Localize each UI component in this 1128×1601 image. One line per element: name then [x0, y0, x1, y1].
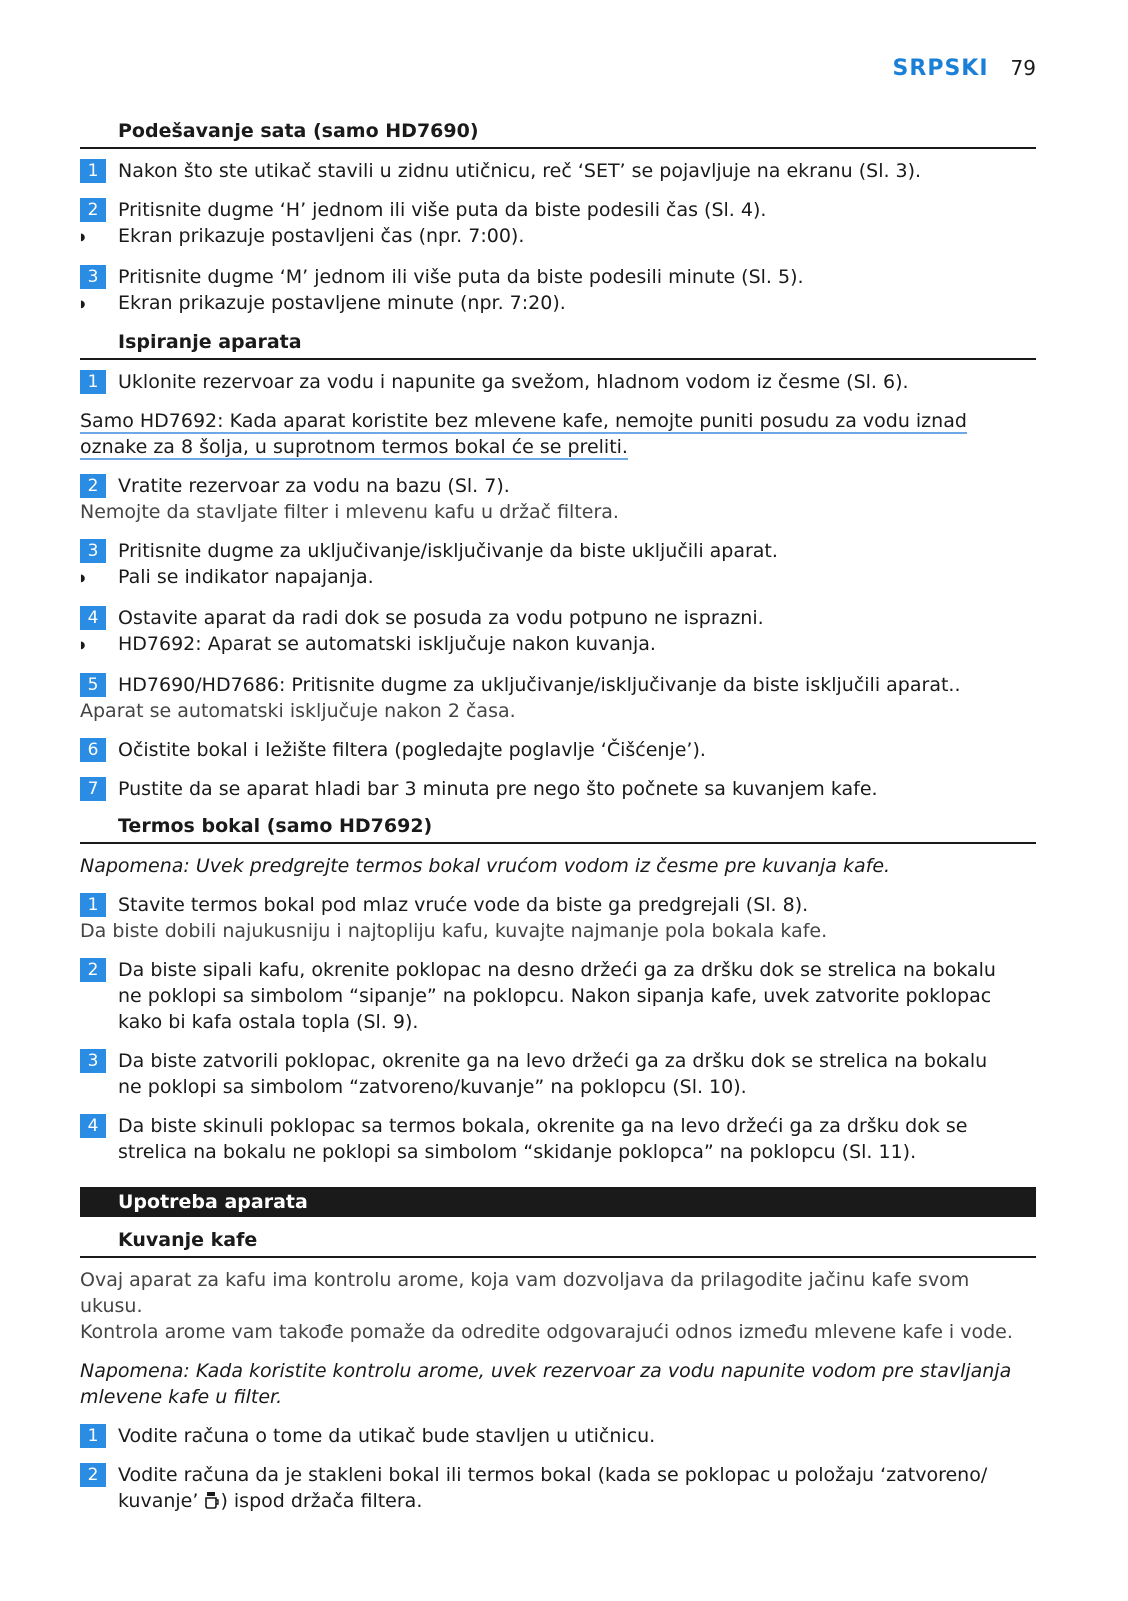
warning-line: Samo HD7692: Kada aparat koristite bez mlevene kafe, nemojte puniti posudu za vodu iznad: [80, 410, 967, 432]
subheading-thermos: Termos bokal (samo HD7692): [80, 815, 1036, 844]
note-line: mlevene kafe u filter.: [80, 1386, 283, 1408]
result-arrow-icon: ◗: [80, 640, 86, 651]
tip-text: Aparat se automatski isključuje nakon 2 časa.: [80, 700, 516, 722]
step-text: Pritisnite dugme za uključivanje/isključivanje da biste uključili aparat.: [118, 540, 778, 562]
result-line: [80, 223, 1036, 251]
step-item: [80, 197, 1036, 223]
step-item: [80, 264, 1036, 290]
note-line: Napomena: Kada koristite kontrolu arome, uvek rezervoar za vodu napunite vodom pre stavljanja: [80, 1360, 1012, 1382]
result-line: [80, 631, 1036, 659]
step-number: 6: [80, 738, 106, 762]
step-number: 1: [80, 159, 106, 183]
step-text: Očistite bokal i ležište filtera (pogledajte poglavlje ‘Čišćenje’).: [118, 739, 706, 761]
result-text: Ekran prikazuje postavljeni čas (npr. 7:00).: [118, 225, 525, 247]
step-text: Pritisnite dugme ‘H’ jednom ili više puta da biste podesili čas (Sl. 4).: [118, 199, 767, 221]
step-text: Pustite da se aparat hladi bar 3 minuta pre nego što počnete sa kuvanjem kafe.: [118, 778, 878, 800]
warning-block: [80, 408, 1036, 460]
step-text: [118, 1048, 1036, 1100]
step-item: [80, 1423, 1036, 1449]
step-number: 4: [80, 606, 106, 630]
step-item: [80, 1462, 1036, 1514]
step-item: [80, 737, 1036, 763]
step-line: kuvanje’: [118, 1490, 199, 1512]
step-line: kako bi kafa ostala topla (Sl. 9).: [118, 1011, 419, 1033]
step-number: 2: [80, 198, 106, 222]
step-text: [118, 1113, 1036, 1165]
step-item: [80, 605, 1036, 631]
step-item: [80, 957, 1036, 1035]
tip-text: Da biste dobili najukusniju i najtopliju kafu, kuvajte najmanje pola bokala kafe.: [80, 920, 828, 942]
step-number: 4: [80, 1114, 106, 1138]
step-text: Nakon što ste utikač stavili u zidnu utičnicu, reč ‘SET’ se pojavljuje na ekranu (Sl. 3).: [118, 160, 922, 182]
subheading-rinse: Ispiranje aparata: [80, 331, 1036, 360]
step-text: Stavite termos bokal pod mlaz vruće vode da biste ga predgrejali (Sl. 8).: [118, 894, 809, 916]
intro-text: [80, 1267, 1036, 1345]
step-number: 1: [80, 370, 106, 394]
step-item: [80, 158, 1036, 184]
step-text: HD7690/HD7686: Pritisnite dugme za uključivanje/isključivanje da biste isključili aparat..: [118, 674, 961, 696]
step-number: 3: [80, 539, 106, 563]
step-text: [118, 957, 1036, 1035]
step-number: 3: [80, 265, 106, 289]
step-item: [80, 538, 1036, 564]
step-line: ne poklopi sa simbolom “sipanje” na poklopcu. Nakon sipanja kafe, uvek zatvorite poklopac: [118, 985, 992, 1007]
note-text: [80, 1358, 1036, 1410]
intro-line: Kontrola arome vam takođe pomaže da odredite odgovarajući odnos između mlevene kafe i vode.: [80, 1321, 1013, 1343]
page-number: 79: [1010, 56, 1036, 80]
warning-line: oznake za 8 šolja, u suprotnom termos bokal će se preliti.: [80, 436, 628, 458]
step-item: [80, 1048, 1036, 1100]
step-text: Vratite rezervoar za vodu na bazu (Sl. 7).: [118, 475, 510, 497]
step-number: 2: [80, 958, 106, 982]
result-line: [80, 290, 1036, 318]
step-line: Da biste sipali kafu, okrenite poklopac na desno držeći ga za dršku dok se strelica na bokalu: [118, 959, 996, 981]
result-arrow-icon: ◗: [80, 573, 86, 584]
step-line: ne poklopi sa simbolom “zatvoreno/kuvanje” na poklopcu (Sl. 10).: [118, 1076, 747, 1098]
step-item: [80, 1113, 1036, 1165]
intro-line: Ovaj aparat za kafu ima kontrolu arome, koja vam dozvoljava da prilagodite jačinu kafe svom ukusu.: [80, 1269, 970, 1317]
note-text: Napomena: Uvek predgrejte termos bokal vrućom vodom iz česme pre kuvanja kafe.: [80, 855, 891, 877]
subheading-brewing: Kuvanje kafe: [80, 1229, 1036, 1258]
language-label: SRPSKI: [892, 56, 989, 81]
step-number: 1: [80, 893, 106, 917]
result-text: HD7692: Aparat se automatski isključuje nakon kuvanja.: [118, 633, 656, 655]
step-text: Vodite računa o tome da utikač bude stavljen u utičnicu.: [118, 1425, 656, 1447]
step-item: [80, 369, 1036, 395]
page-content: [80, 120, 1036, 1514]
tip-text: Nemojte da stavljate filter i mlevenu kafu u držač filtera.: [80, 501, 619, 523]
section-heading-usage: Upotreba aparata: [80, 1187, 1036, 1217]
step-line: strelica na bokalu ne poklopi sa simbolom “skidanje poklopca” na poklopcu (Sl. 11).: [118, 1141, 917, 1163]
brew-symbol-icon: [204, 1491, 220, 1509]
step-line: Vodite računa da je stakleni bokal ili termos bokal (kada se poklopac u položaju ‘zatvoreno/: [118, 1464, 988, 1486]
step-number: 2: [80, 474, 106, 498]
step-text: [118, 1462, 1036, 1514]
step-item: [80, 776, 1036, 802]
step-text: Uklonite rezervoar za vodu i napunite ga svežom, hladnom vodom iz česme (Sl. 6).: [118, 371, 909, 393]
step-line: ) ispod držača filtera.: [220, 1490, 423, 1512]
result-arrow-icon: ◗: [80, 232, 86, 243]
step-number: 2: [80, 1463, 106, 1487]
step-text: Ostavite aparat da radi dok se posuda za vodu potpuno ne isprazni.: [118, 607, 764, 629]
step-item: [80, 473, 1036, 499]
subheading-clock: Podešavanje sata (samo HD7690): [80, 120, 1036, 149]
step-line: Da biste zatvorili poklopac, okrenite ga na levo držeći ga za dršku dok se strelica na bokalu: [118, 1050, 988, 1072]
result-line: [80, 564, 1036, 592]
step-item: [80, 672, 1036, 698]
step-number: 1: [80, 1424, 106, 1448]
step-item: [80, 892, 1036, 918]
step-number: 5: [80, 673, 106, 697]
step-number: 3: [80, 1049, 106, 1073]
result-text: Pali se indikator napajanja.: [118, 566, 374, 588]
step-number: 7: [80, 777, 106, 801]
page-header: [893, 56, 1036, 86]
result-text: Ekran prikazuje postavljene minute (npr. 7:20).: [118, 292, 566, 314]
step-text: Pritisnite dugme ‘M’ jednom ili više puta da biste podesili minute (Sl. 5).: [118, 266, 804, 288]
step-line: Da biste skinuli poklopac sa termos bokala, okrenite ga na levo držeći ga za dršku dok se: [118, 1115, 968, 1137]
result-arrow-icon: ◗: [80, 299, 86, 310]
